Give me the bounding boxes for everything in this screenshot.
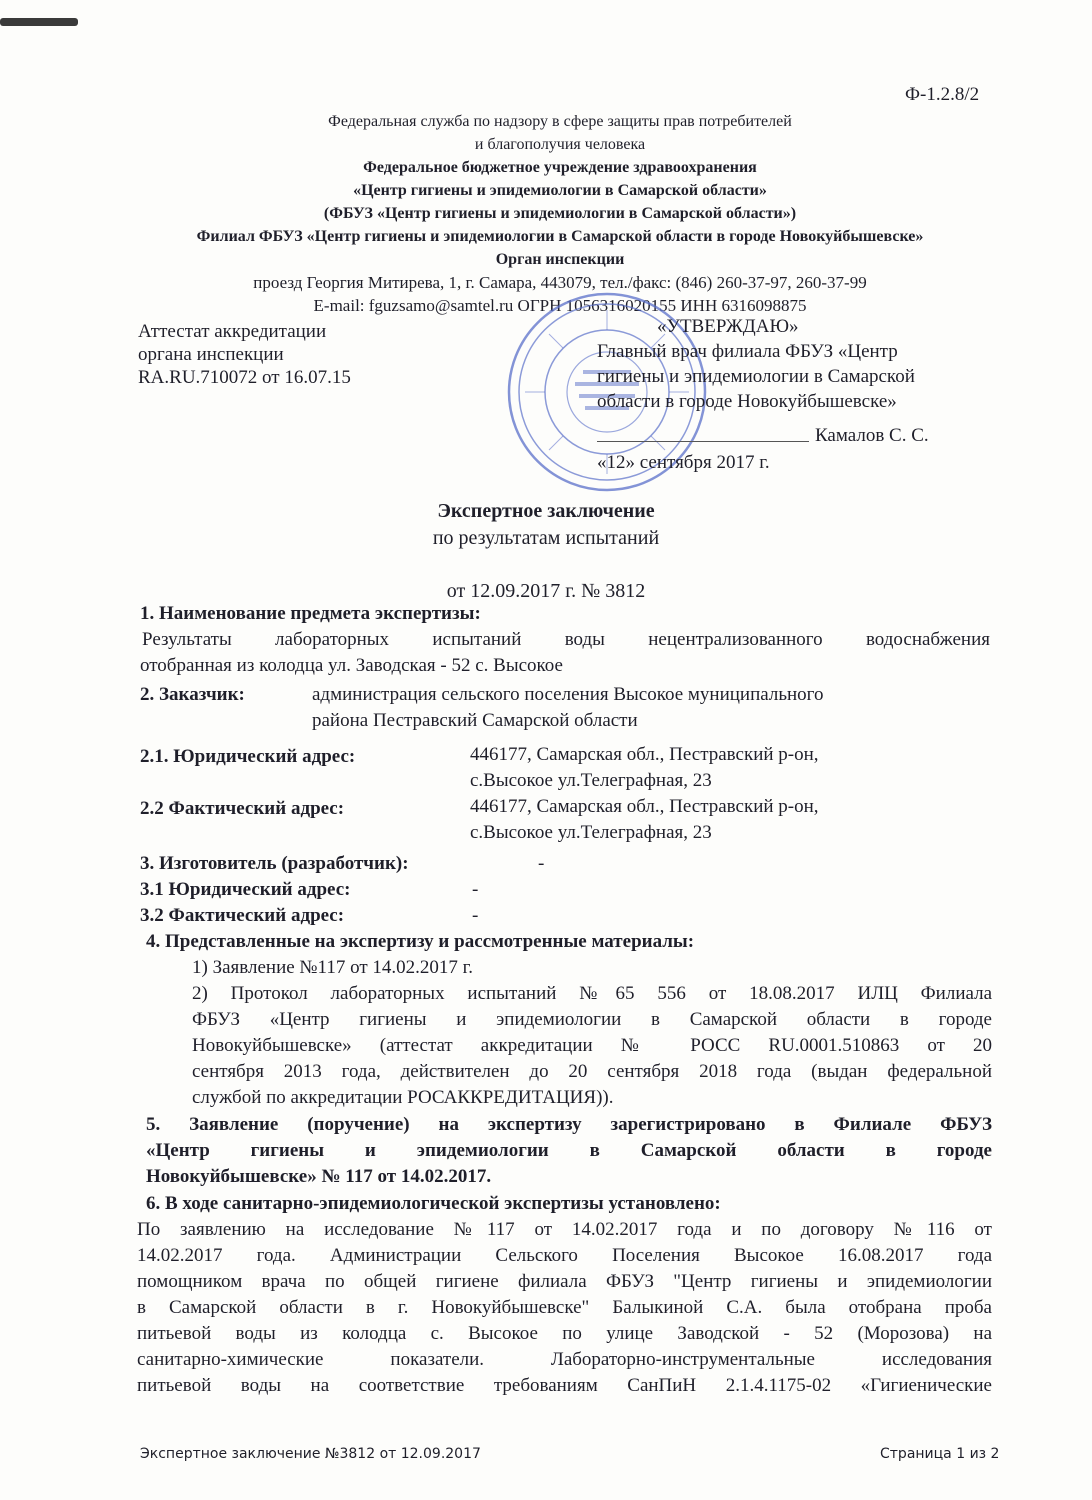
attestat-line-2: органа инспекции [138, 344, 284, 365]
section-2-1-label: 2.1. Юридический адрес: [140, 746, 356, 767]
section-2-2-text-2: с.Высокое ул.Телеграфная, 23 [470, 822, 712, 843]
section-5-line-3-text: Новокуйбышевске» № 117 от 14.02.2017. [146, 1166, 492, 1187]
section-2-text-1: администрация сельского поселения Высокое муниципального [312, 684, 824, 705]
approval-date: «12» сентября 2017 г. [597, 452, 770, 473]
section-2-1-text-2: с.Высокое ул.Телеграфная, 23 [470, 770, 712, 791]
attestat-line-3: RA.RU.710072 от 16.07.15 [138, 367, 351, 388]
section-4-item-2-line-3: Новокуйбышевске» (аттестат аккредитации № РОСС RU.0001.510863 от 20 [192, 1035, 992, 1056]
approval-line-2: Главный врач филиала ФБУЗ «Центр [597, 341, 898, 362]
section-1-label: 1. Наименование предмета экспертизы: [140, 603, 481, 624]
section-1-text-1: Результаты лабораторных испытаний воды нецентрализованного водоснабжения [142, 629, 990, 650]
approval-line-3: гигиены и эпидемиологии в Самарской [597, 366, 915, 387]
scan-corner-mark [0, 18, 78, 26]
section-3-2-label: 3.2 Фактический адрес: [140, 905, 345, 926]
section-5-line-1: 5. Заявление (поручение) на экспертизу зарегистрировано в Филиале ФБУЗ [146, 1114, 992, 1135]
document-title: Экспертное заключение [437, 500, 655, 522]
approval-signer: Камалов С. С. [815, 425, 929, 446]
section-4-item-2-line-1: 2) Протокол лабораторных испытаний №65 556 от 18.08.2017 ИЛЦ Филиала [192, 983, 992, 1004]
footer-page-number: Страница 1 из 2 [880, 1446, 1000, 1462]
approval-line-4: области в городе Новокуйбышевске» [597, 391, 897, 412]
header-line-6: Филиал ФБУЗ «Центр гигиены и эпидемиологии в Самарской области в городе Новокуйбышевске» [196, 228, 924, 245]
section-3-1-value: - [472, 879, 479, 900]
signature-line [597, 441, 809, 442]
section-3-value: - [538, 853, 545, 874]
header-line-7: Орган инспекции [495, 251, 625, 268]
footer-document-reference: Экспертное заключение №3812 от 12.09.2017 [140, 1446, 481, 1462]
section-6-line-7: питьевой воды на соответствие требованиям СанПиН 2.1.4.1175-02 «Гигиенические [137, 1375, 992, 1396]
section-1-text-2: отобранная из колодца ул. Заводская - 52 с. Высокое [140, 655, 563, 676]
organization-header [140, 110, 980, 317]
header-line-3: Федеральное бюджетное учреждение здравоохранения [363, 159, 757, 176]
section-4-item-2-line-4: сентября 2013 года, действителен до 20 сентября 2018 года (выдан федеральной [192, 1061, 992, 1082]
document-date-number: от 12.09.2017 г. № 3812 [446, 580, 646, 602]
section-4-item-2-line-2: ФБУЗ «Центр гигиены и эпидемиологии в Самарской области в городе [192, 1009, 992, 1030]
section-2-2-text-1: 446177, Самарская обл., Пестравский р-он, [470, 796, 819, 817]
approval-block [597, 314, 977, 475]
header-line-8: проезд Георгия Митирева, 1, г. Самара, 443079, тел./факс: (846) 260-37-97, 260-37-99 [253, 273, 867, 292]
section-6-line-2: 14.02.2017 года. Администрации Сельского Поселения Высокое 16.08.2017 года [137, 1245, 992, 1266]
section-2-1-text-1: 446177, Самарская обл., Пестравский р-он, [470, 744, 819, 765]
section-4-item-1: 1) Заявление №117 от 14.02.2017 г. [192, 957, 474, 978]
section-6-line-4: в Самарской области в г. Новокуйбышевске" Балыкиной С.А. была отобрана проба [137, 1297, 992, 1318]
section-2-2-label: 2.2 Фактический адрес: [140, 798, 345, 819]
header-line-5: (ФБУЗ «Центр гигиены и эпидемиологии в Самарской области») [323, 205, 797, 222]
document-title-block [0, 498, 1092, 605]
section-3-1-label: 3.1 Юридический адрес: [140, 879, 351, 900]
section-5-line-3 [146, 1164, 491, 1190]
section-6-line-6: санитарно-химические показатели. Лабораторно-инструментальные исследования [137, 1349, 992, 1370]
header-line-1: Федеральная служба по надзору в сфере защиты прав потребителей [328, 113, 792, 130]
section-6-line-3: помощником врача по общей гигиене филиала ФБУЗ "Центр гигиены и эпидемиологии [137, 1271, 992, 1292]
section-3-label: 3. Изготовитель (разработчик): [140, 853, 409, 874]
form-code: Ф-1.2.8/2 [905, 84, 980, 105]
attestat-line-1: Аттестат аккредитации [138, 321, 327, 342]
approval-heading: «УТВЕРЖДАЮ» [657, 316, 799, 337]
section-2-label: 2. Заказчик: [140, 684, 245, 705]
section-6-label: 6. В ходе санитарно-эпидемиологической экспертизы установлено: [146, 1193, 721, 1214]
header-line-2: и благополучия человека [474, 136, 646, 153]
section-5-line-2: «Центр гигиены и эпидемиологии в Самарской области в городе [146, 1140, 992, 1161]
section-6-line-1: По заявлению на исследование №117 от 14.02.2017 года и по договору №116 от [137, 1219, 992, 1240]
attestat-block [138, 320, 351, 389]
section-4-item-2-line-5: службой по аккредитации РОСАККРЕДИТАЦИЯ)). [192, 1087, 614, 1108]
section-3-2-value: - [472, 905, 479, 926]
document-subtitle: по результатам испытаний [432, 527, 660, 549]
section-2-text-2: района Пестравский Самарской области [312, 710, 638, 731]
section-6-line-5: питьевой воды из колодца с. Высокое по улице Заводской - 52 (Морозова) на [137, 1323, 992, 1344]
section-4-label: 4. Представленные на экспертизу и рассмотренные материалы: [146, 931, 695, 952]
header-line-9: E-mail: fguzsamo@samtel.ru ОГРН 1056316020155 ИНН 6316098875 [313, 296, 807, 315]
header-line-4: «Центр гигиены и эпидемиологии в Самарской области» [353, 182, 767, 199]
